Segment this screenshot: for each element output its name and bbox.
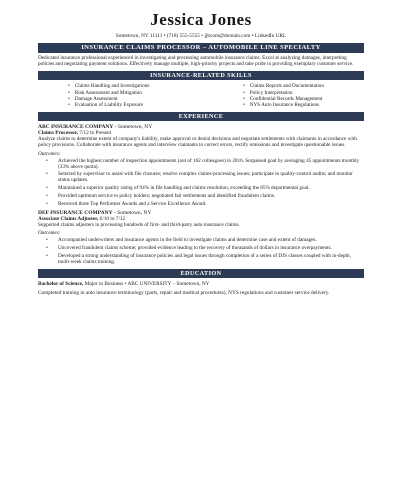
job-title: Claims Processor, (38, 130, 79, 137)
outcome-list (38, 158, 364, 207)
outcome-item: • Maintained a superior quality rating of 94% in file handling and claims resolution, exceeding the 85% departmental goal. (58, 185, 364, 191)
skills-list (68, 83, 364, 107)
company-name: ABC INSURANCE COMPANY (38, 123, 114, 130)
outcomes-label: Outcomes: (38, 230, 61, 237)
headline-bar: INSURANCE CLAIMS PROCESSOR – AUTOMOBILE LINE SPECIALTY (38, 43, 364, 53)
outcome-item: • Uncovered fraudulent claims scheme; provided evidence leading to the recovery of thousands of dollars in insurance overpayments. (58, 245, 364, 251)
company-location: - Sometown, NY (112, 209, 152, 216)
degree: Bachelor of Science, (38, 280, 84, 287)
outcome-item: • Selected by supervisor to assist with file closures; resolve complex claims-processing issues; participate in quality-control audits; and monitor status updates. (58, 171, 364, 183)
training-note: Completed training in auto insurance terminology (parts, repair and medical procedures), NYS regulations and customer service delivery. (38, 290, 330, 297)
summary-paragraph: Dedicated insurance professional experienced in investigating and processing automobile insurance claims. Excel at analyzing damages, interpreting policies and negotiating payment solutions. Effectively manage multiple, high-priority projects and take pride in providing exemplary customer service. (38, 55, 354, 68)
company-location: - Sometown, NY (113, 123, 153, 130)
outcome-list (38, 237, 364, 265)
skill-item: • Policy Interpretation (243, 90, 324, 96)
skill-item: • NYS Auto Insurance Regulations (243, 102, 324, 108)
major: Major in Business (83, 280, 124, 287)
outcome-item: • Achieved the highest number of inspection appointments (out of 162 colleagues) in 2016. Surpassed goal by averaging 45 appointments monthly (33% above quota). (58, 158, 364, 170)
school: • ABC UNIVERSITY – Sometown, NY (123, 280, 210, 287)
job-entry (38, 124, 364, 207)
experience-heading: EXPERIENCE (38, 112, 364, 121)
skills-column-right (243, 83, 324, 107)
company-name: DEF INSURANCE COMPANY (38, 209, 113, 216)
outcome-item: • Developed a strong understanding of insurance policies and legal issues through completion of a series of DJS classes coupled with in-depth, multi-week claims training. (58, 253, 364, 265)
job-dates: 7/12 to Present (78, 130, 112, 137)
skills-heading: INSURANCE-RELATED SKILLS (38, 71, 364, 80)
outcome-item: • Provided optimum service to policy holders; negotiated fair settlements and identified fraudulent claims. (58, 193, 364, 199)
job-description: Analyze claims to determine extent of company's liability, make approval or denial decisions and negotiate settlements with claimants in accordance with policy provisions. Collaborate with insurance agents and interview claimants to correct errors, rectify omissions and investigate questionable issues. (38, 136, 357, 149)
contact-line: Sometown, NY 11111 • (718) 555-5555 • jjbcom@domain.com • LinkedIn URL (115, 33, 287, 39)
skill-item: • Risk Assessment and Mitigation (68, 90, 149, 96)
job-description: Supported claims adjusters in processing hundreds of first- and third-party auto insurance claims. (38, 222, 240, 229)
outcome-item: • Received three Top Performer Awards and a Service Excellence Award. (58, 201, 364, 207)
skill-item: • Claims Reports and Documentation (243, 83, 324, 89)
job-entry (38, 210, 364, 265)
outcome-item: • Accompanied underwriters and insurance agents in the field to investigate claims and determine case and extent of damages. (58, 237, 364, 243)
skill-item: • Claims Handling and Investigations (68, 83, 149, 89)
education-heading: EDUCATION (38, 269, 364, 278)
education-entry (38, 281, 364, 287)
job-title: Associate Claims Adjuster, (38, 216, 99, 223)
outcomes-label: Outcomes: (38, 150, 61, 157)
skills-column-left (68, 83, 149, 107)
candidate-name: Jessica Jones (150, 10, 252, 29)
skill-item: • Confidential Records Management (243, 96, 324, 102)
skill-item: • Evaluation of Liability Exposure (68, 102, 149, 108)
job-dates: 6/10 to 7/12 (98, 216, 126, 223)
skill-item: • Damage Assessment (68, 96, 149, 102)
